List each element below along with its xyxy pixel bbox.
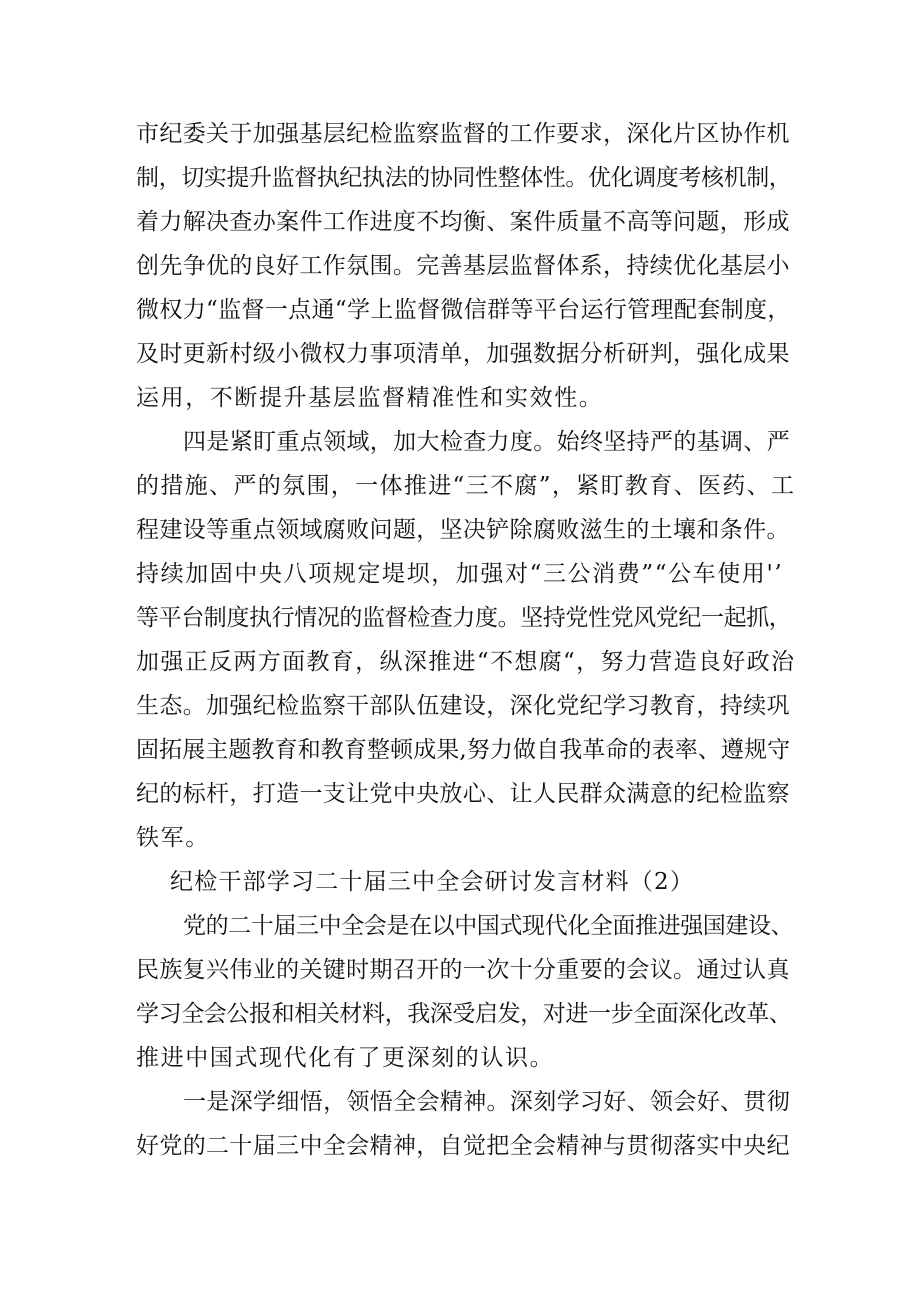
paragraph-first-line: 四是紧盯重点领域，加大检查力度。始终坚持严的基调、严 [183, 429, 791, 455]
paragraph-line: 微权力“监督一点通“学上监督微信群等平台运行管理配套制度， [136, 297, 791, 323]
paragraph-line: 创先争优的良好工作氛围。完善基层监督体系，持续优化基层小 [136, 253, 790, 279]
document-body [136, 112, 796, 1168]
paragraph-line: 市纪委关于加强基层纪检监察监督的工作要求，深化片区协作机 [136, 121, 790, 147]
paragraph-first-line: 一是深学细悟，领悟全会精神。深刻学习好、领会好、贯彻 [183, 1089, 791, 1115]
paragraph-line: 推进中国式现代化有了更深刻的认识。 [136, 1045, 555, 1071]
paragraph-line: 着力解决查办案件工作进度不均衡、案件质量不高等问题，形成 [136, 209, 790, 235]
paragraph-line: 加强正反两方面教育，纵深推进“不想腐“，努力营造良好政治 [136, 649, 796, 675]
paragraph-line: 持续加固中央八项规定堤坝，加强对“三公消费”“公车使用'’ [136, 561, 784, 587]
paragraph-line: 及时更新村级小微权力事项清单，加强数据分析研判，强化成果 [136, 341, 790, 367]
paragraph-line: 学习全会公报和相关材料，我深受启发，对进一步全面深化改革、 [136, 1001, 792, 1027]
paragraph-line: 制，切实提升监督执纪执法的协同性整体性。优化调度考核机制， [136, 165, 792, 191]
paragraph-line: 程建设等重点领域腐败问题，坚决铲除腐败滋生的土壤和条件。 [136, 517, 790, 543]
section-heading: 纪检干部学习二十届三中全会研讨发言材料（2） [170, 869, 695, 895]
paragraph-line: 民族复兴伟业的关键时期召开的一次十分重要的会议。通过认真 [136, 957, 790, 983]
paragraph-line: 固拓展主题教育和教育整顿成果,努力做自我革命的表率、遵规守 [136, 737, 791, 763]
paragraph-line: 等平台制度执行情况的监督检查力度。坚持党性党风党纪一起抓， [136, 605, 792, 631]
paragraph-line: 铁军。 [136, 825, 210, 851]
paragraph-line: 纪的标杆，打造一支让党中央放心、让人民群众满意的纪检监察 [136, 781, 790, 807]
paragraph-first-line: 党的二十届三中全会是在以中国式现代化全面推进强国建设、 [183, 913, 794, 939]
paragraph-line: 运用，不断提升基层监督精准性和实效性。 [136, 385, 604, 411]
paragraph-line: 的措施、严的氛围，一体推进“三不腐”，紧盯教育、医药、工 [136, 473, 796, 499]
paragraph-line: 生态。加强纪检监察干部队伍建设，深化党纪学习教育，持续巩 [136, 693, 790, 719]
paragraph-line: 好党的二十届三中全会精神，自觉把全会精神与贯彻落实中央纪 [136, 1133, 790, 1159]
